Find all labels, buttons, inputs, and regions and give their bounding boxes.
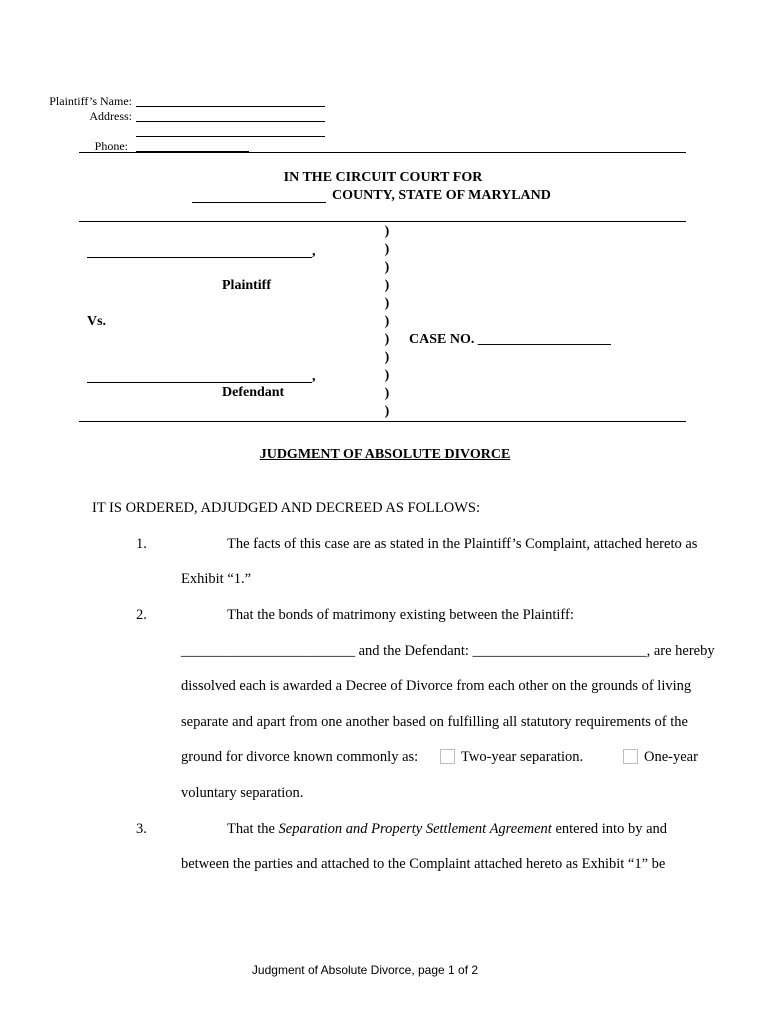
address-label: Address: bbox=[89, 109, 132, 123]
item-text-line bbox=[227, 821, 667, 838]
agreement-title: Separation and Property Settlement Agreement bbox=[278, 821, 552, 837]
plaintiff-name-caption-field[interactable] bbox=[87, 257, 312, 258]
header-rule bbox=[79, 152, 686, 153]
plaintiff-name-field[interactable] bbox=[136, 106, 325, 107]
item-text-segment: entered into by and bbox=[551, 821, 668, 837]
address-field-line1[interactable] bbox=[136, 121, 325, 122]
caption-paren: ) bbox=[384, 332, 390, 347]
caption-top-rule bbox=[79, 221, 686, 222]
item-text-line: voluntary separation. bbox=[181, 785, 304, 801]
defendant-caption-label: Defendant bbox=[222, 385, 285, 400]
item-text-line: ground for divorce known commonly as: bbox=[181, 749, 419, 765]
item-text-line: separate and apart from one another based on fulfilling all statutory requirements of the bbox=[181, 714, 688, 730]
caption-paren: ) bbox=[384, 386, 390, 401]
case-number-label: CASE NO. ___________________ bbox=[409, 332, 611, 347]
item-text-line: Exhibit “1.” bbox=[181, 571, 252, 587]
document-title: JUDGMENT OF ABSOLUTE DIVORCE bbox=[259, 447, 511, 462]
item-number: 2. bbox=[136, 607, 147, 623]
caption-paren: ) bbox=[384, 242, 390, 257]
item-text-line: between the parties and attached to the Complaint attached hereto as Exhibit “1” be bbox=[181, 856, 666, 872]
vs-label: Vs. bbox=[87, 314, 107, 329]
one-year-separation-checkbox[interactable] bbox=[623, 749, 638, 764]
court-heading-line1: IN THE CIRCUIT COURT FOR bbox=[283, 170, 483, 185]
court-heading-line2: COUNTY, STATE OF MARYLAND bbox=[332, 188, 551, 203]
defendant-name-caption-field[interactable] bbox=[87, 382, 312, 383]
item-text-line: dissolved each is awarded a Decree of Divorce from each other on the grounds of living bbox=[181, 678, 692, 694]
caption-paren: ) bbox=[384, 260, 390, 275]
caption-paren: ) bbox=[384, 224, 390, 239]
intro-paragraph: IT IS ORDERED, ADJUDGED AND DECREED AS FOLLOWS: bbox=[92, 500, 481, 516]
item-text-line: The facts of this case are as stated in the Plaintiff’s Complaint, attached hereto as bbox=[227, 536, 698, 552]
address-field-line2[interactable] bbox=[136, 136, 325, 137]
page-footer: Judgment of Absolute Divorce, page 1 of 2 bbox=[251, 963, 479, 977]
item-text-line: ________________________ and the Defendant: ________________________, are hereby bbox=[181, 643, 715, 659]
item-text-line: That the bonds of matrimony existing between the Plaintiff: bbox=[227, 607, 574, 623]
defendant-comma: , bbox=[312, 369, 316, 384]
item-number: 1. bbox=[136, 536, 147, 552]
caption-paren: ) bbox=[384, 314, 390, 329]
plaintiff-comma: , bbox=[312, 244, 316, 259]
caption-paren: ) bbox=[384, 368, 390, 383]
two-year-separation-label: Two-year separation. bbox=[461, 749, 584, 765]
caption-bottom-rule bbox=[79, 421, 686, 422]
caption-paren: ) bbox=[384, 296, 390, 311]
phone-label: Phone: bbox=[94, 139, 128, 153]
item-number: 3. bbox=[136, 821, 147, 837]
caption-paren: ) bbox=[384, 404, 390, 419]
one-year-separation-label: One-year bbox=[644, 749, 698, 765]
plaintiff-name-label: Plaintiff’s Name: bbox=[49, 94, 132, 108]
caption-paren: ) bbox=[384, 278, 390, 293]
county-field[interactable] bbox=[192, 202, 326, 203]
item-text-segment: That the bbox=[227, 821, 279, 837]
caption-paren: ) bbox=[384, 350, 390, 365]
two-year-separation-checkbox[interactable] bbox=[440, 749, 455, 764]
plaintiff-caption-label: Plaintiff bbox=[222, 278, 271, 293]
